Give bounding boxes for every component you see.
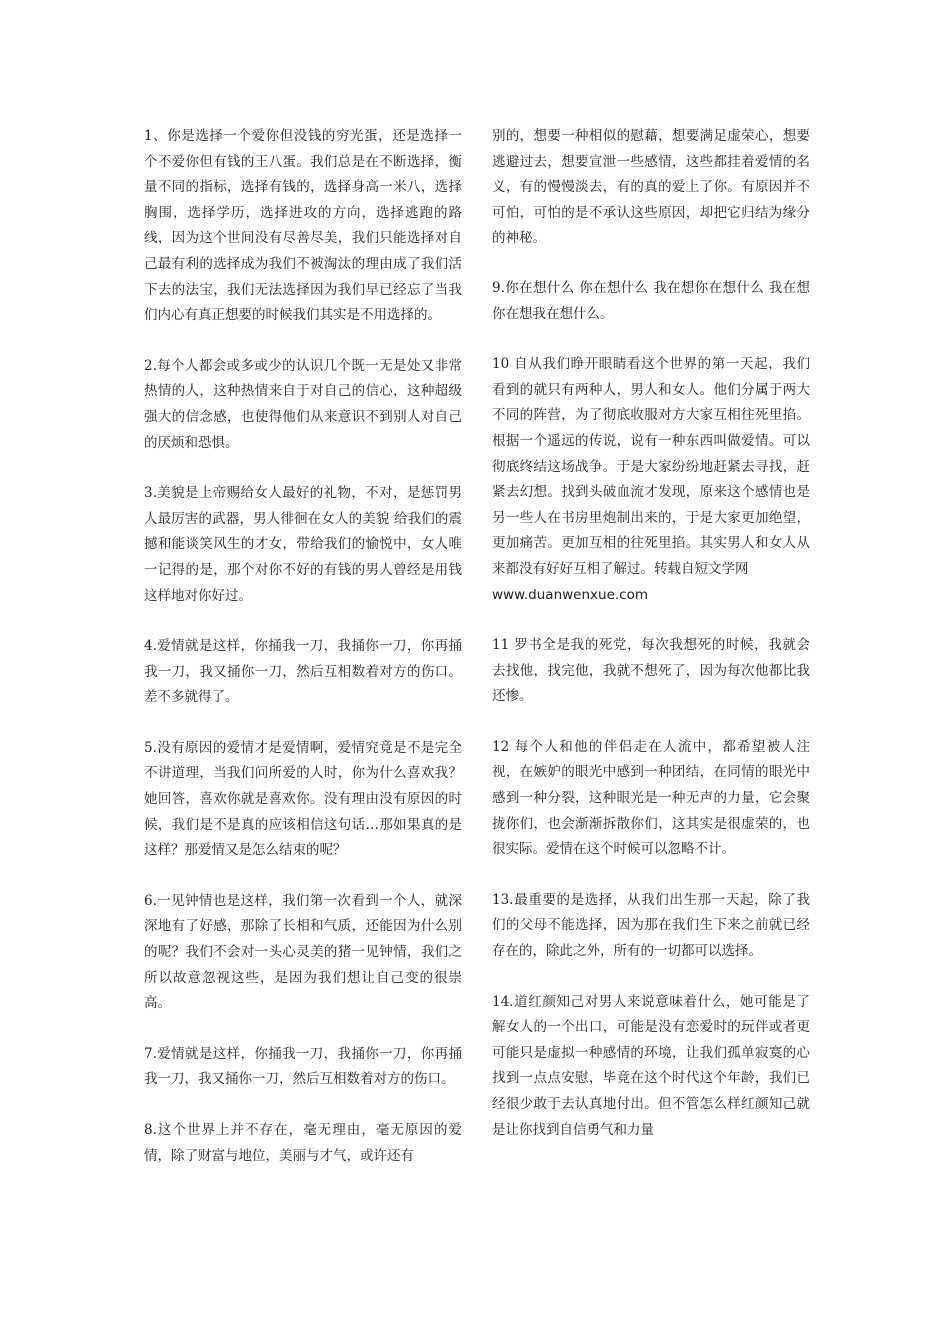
source-url: www.duanwenxue.com	[492, 586, 649, 603]
paragraph-13: 13.最重要的是选择，从我们出生那一天起，除了我们的父母不能选择，因为那在我们生下来之前就已经存在的，除此之外，所有的一切都可以选择。	[492, 891, 810, 960]
paragraph-14: 14.道红颜知己对男人来说意味着什么，她可能是了解女人的一个出口，可能是没有恋爱时的玩伴或者更可能只是虚拟一种感情的环境，让我们孤单寂寞的心找到一点点安慰，毕竟在这个时代这个年龄，我们已经很少敢于去认真地付出。但不管怎么样红颜知己就是让你找到自信勇气和力量	[492, 993, 810, 1138]
paragraph-8-continued: 别的，想要一种相似的慰藉，想要满足虚荣心，想要逃避过去，想要宣泄一些感情，这些都挂着爱情的名义，有的慢慢淡去，有的真的爱上了你。有原因并不可怕，可怕的是不承认这些原因，却把它归结为缘分的神秘。	[492, 128, 810, 247]
paragraph-1: 1、你是选择一个爱你但没钱的穷光蛋，还是选择一个不爱你但有钱的王八蛋。我们总是在不断选择，衡量不同的指标，选择有钱的，选择身高一米八，选择胸围，选择学历，选择进攻的方向，选择逃跑的路线，因为这个世间没有尽善尽美，我们只能选择对自己最有利的选择成为我们不被淘汰的理由成了我们活下去的法宝，我们无法选择因为我们早已经忘了当我们内心有真正想要的时候我们其实是不用选择的。	[144, 128, 462, 324]
paragraph-4: 4.爱情就是这样，你捅我一刀，我捅你一刀，你再捅我一刀，我又捅你一刀，然后互相数着对方的伤口。差不多就得了。	[144, 638, 462, 706]
paragraph-11: 11 罗书全是我的死党，每次我想死的时候，我就会去找他，找完他，我就不想死了，因为每次他都比我还惨。	[492, 637, 810, 705]
paragraph-12: 12 每个人和他的伴侣走在人流中，都希望被人注视，在嫉妒的眼光中感到一种团结，在同情的眼光中感到一种分裂，这种眼光是一种无声的力量，它会聚拢你们，也会渐渐拆散你们，这其实是很虚荣的，也很实际。爱情在这个时候可以忽略不计。	[492, 738, 810, 858]
right-column	[492, 124, 810, 1168]
paragraph-10-text: 10 自从我们睁开眼睛看这个世界的第一天起，我们看到的就只有两种人，男人和女人。他们分属于两大不同的阵营，为了彻底收服对方大家互相往死里掐。根据一个遥远的传说，说有一种东西叫做爱情。可以彻底终结这场战争。于是大家纷纷地赶紧去寻找，赶紧去幻想。找到头破血流才发现，原来这个感情也是另一些人在书房里炮制出来的，于是大家更加绝望，更加痛苦。更加互相的往死里掐。其实男人和女人从来都没有好好互相了解过。转载自短文学网	[492, 356, 810, 577]
paragraph-10	[492, 352, 810, 608]
paragraph-6: 6.一见钟情也是这样，我们第一次看到一个人，就深深地有了好感，那除了长相和气质，还能因为什么别的呢？我们不会对一头心灵美的猪一见钟情，我们之所以故意忽视这些，是因为我们想让自己变的很崇高。	[144, 892, 462, 1012]
left-column	[144, 124, 462, 1194]
paragraph-7: 7.爱情就是这样，你捅我一刀，我捅你一刀，你再捅我一刀，我又捅你一刀，然后互相数着对方的伤口。	[144, 1045, 462, 1088]
paragraph-2: 2.每个人都会或多或少的认识几个既一无是处又非常热情的人，这种热情来自于对自己的信心，这种超级强大的信念感，也使得他们从来意识不到别人对自己的厌烦和恐惧。	[144, 357, 462, 451]
paragraph-3: 3.美貌是上帝赐给女人最好的礼物，不对，是惩罚男人最厉害的武器，男人徘徊在女人的美貌 给我们的震撼和能谈笑风生的才女，带给我们的愉悦中，女人唯一记得的是，那个对你不好的有钱的男人曾经是用钱这样地对你好过。	[144, 485, 462, 604]
paragraph-5: 5.没有原因的爱情才是爱情啊，爱情究竟是不是完全不讲道理，当我们问所爱的人时，你为什么喜欢我？她回答，喜欢你就是喜欢你。没有理由没有原因的时候，我们是不是真的应该相信这句话…那如果真的是这样？那爱情又是怎么结束的呢？	[144, 739, 462, 859]
paragraph-9: 9.你在想什么 你在想什么 我在想你在想什么 我在想你在想我在想什么。	[492, 279, 810, 322]
paragraph-8: 8.这个世界上并不存在，毫无理由，毫无原因的爱情，除了财富与地位，美丽与才气，或许还有	[144, 1122, 462, 1164]
